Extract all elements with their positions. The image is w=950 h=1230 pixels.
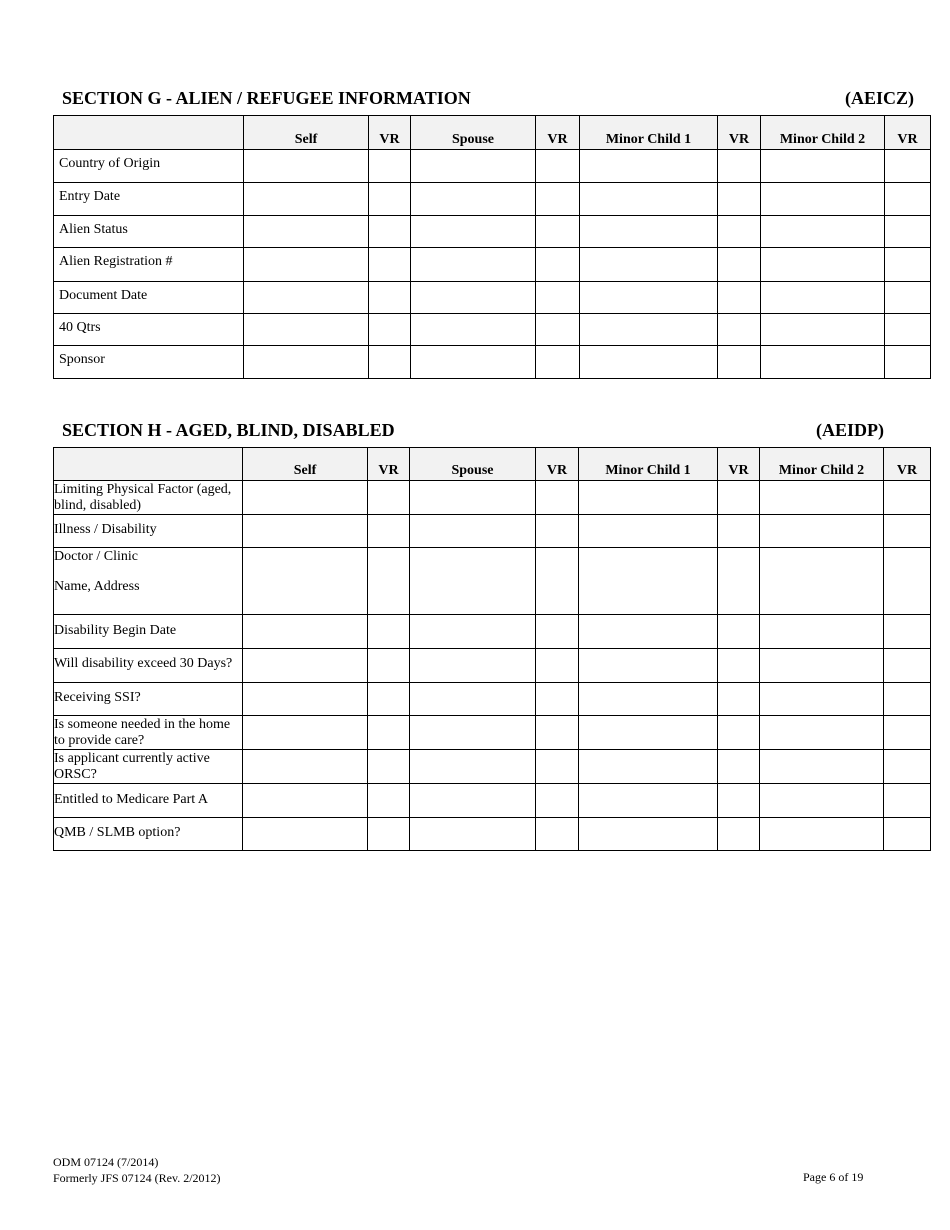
minor-child-1-field[interactable] bbox=[579, 515, 718, 548]
minor-child-2-field[interactable] bbox=[760, 818, 884, 851]
self-field[interactable] bbox=[243, 548, 368, 615]
vr-field[interactable] bbox=[368, 716, 410, 750]
vr-field[interactable] bbox=[884, 615, 931, 649]
minor-child-2-field[interactable] bbox=[761, 248, 885, 282]
row-label-40-qtrs: 40 Qtrs bbox=[54, 314, 244, 346]
vr-field[interactable] bbox=[885, 150, 931, 183]
vr-field[interactable] bbox=[884, 784, 931, 818]
vr-field[interactable] bbox=[368, 615, 410, 649]
section-h-table bbox=[53, 447, 931, 851]
header-minor-child-1: Minor Child 1 bbox=[580, 116, 718, 150]
vr-field[interactable] bbox=[536, 750, 579, 784]
vr-field[interactable] bbox=[885, 346, 931, 379]
section-g-title: SECTION G - ALIEN / REFUGEE INFORMATION bbox=[62, 88, 471, 108]
header-minor-child-1: Minor Child 1 bbox=[579, 448, 718, 481]
vr-field[interactable] bbox=[885, 183, 931, 216]
section-g-header-row bbox=[54, 116, 931, 150]
vr-field[interactable] bbox=[718, 818, 760, 851]
vr-field[interactable] bbox=[369, 150, 411, 183]
vr-field[interactable] bbox=[885, 282, 931, 314]
row-label-receiving-ssi: Receiving SSI? bbox=[54, 683, 243, 716]
self-field[interactable] bbox=[244, 248, 369, 282]
vr-field[interactable] bbox=[718, 615, 760, 649]
doctor-clinic-label: Doctor / Clinic bbox=[54, 549, 138, 564]
table-row bbox=[54, 183, 931, 216]
minor-child-1-field[interactable] bbox=[579, 784, 718, 818]
table-row bbox=[54, 615, 931, 649]
table-row bbox=[54, 346, 931, 379]
header-vr: VR bbox=[884, 448, 931, 481]
vr-field[interactable] bbox=[884, 716, 931, 750]
header-vr: VR bbox=[369, 116, 411, 150]
minor-child-1-field[interactable] bbox=[580, 346, 718, 379]
row-label-someone-needed-home-care: Is someone needed in the home to provide care? bbox=[54, 716, 243, 750]
section-g-table bbox=[53, 115, 931, 379]
vr-field[interactable] bbox=[718, 183, 761, 216]
minor-child-1-field[interactable] bbox=[579, 548, 718, 615]
minor-child-1-field[interactable] bbox=[579, 615, 718, 649]
vr-field[interactable] bbox=[369, 282, 411, 314]
minor-child-1-field[interactable] bbox=[580, 248, 718, 282]
self-field[interactable] bbox=[243, 515, 368, 548]
minor-child-1-field[interactable] bbox=[580, 216, 718, 248]
vr-field[interactable] bbox=[536, 282, 580, 314]
vr-field[interactable] bbox=[718, 649, 760, 683]
minor-child-1-field[interactable] bbox=[580, 314, 718, 346]
vr-field[interactable] bbox=[885, 216, 931, 248]
spouse-field[interactable] bbox=[410, 649, 536, 683]
table-row bbox=[54, 248, 931, 282]
self-field[interactable] bbox=[243, 750, 368, 784]
self-field[interactable] bbox=[243, 615, 368, 649]
vr-field[interactable] bbox=[536, 615, 579, 649]
table-row bbox=[54, 548, 931, 615]
vr-field[interactable] bbox=[884, 515, 931, 548]
minor-child-1-field[interactable] bbox=[580, 183, 718, 216]
vr-field[interactable] bbox=[884, 481, 931, 515]
self-field[interactable] bbox=[243, 683, 368, 716]
header-blank bbox=[54, 448, 243, 481]
vr-field[interactable] bbox=[718, 784, 760, 818]
minor-child-2-field[interactable] bbox=[760, 683, 884, 716]
vr-field[interactable] bbox=[536, 784, 579, 818]
minor-child-1-field[interactable] bbox=[579, 649, 718, 683]
minor-child-2-field[interactable] bbox=[760, 515, 884, 548]
header-minor-child-2: Minor Child 2 bbox=[760, 448, 884, 481]
self-field[interactable] bbox=[243, 716, 368, 750]
table-row bbox=[54, 750, 931, 784]
vr-field[interactable] bbox=[368, 784, 410, 818]
vr-field[interactable] bbox=[536, 649, 579, 683]
minor-child-2-field[interactable] bbox=[760, 548, 884, 615]
footer-form-info bbox=[53, 1154, 221, 1186]
table-row bbox=[54, 818, 931, 851]
vr-field[interactable] bbox=[369, 346, 411, 379]
spouse-field[interactable] bbox=[410, 750, 536, 784]
minor-child-1-field[interactable] bbox=[579, 750, 718, 784]
spouse-field[interactable] bbox=[411, 282, 536, 314]
vr-field[interactable] bbox=[884, 750, 931, 784]
row-label-qmb-slmb-option: QMB / SLMB option? bbox=[54, 818, 243, 851]
header-blank bbox=[54, 116, 244, 150]
vr-field[interactable] bbox=[368, 649, 410, 683]
row-label-active-orsc: Is applicant currently active ORSC? bbox=[54, 750, 243, 784]
vr-field[interactable] bbox=[536, 314, 580, 346]
row-label-alien-registration: Alien Registration # bbox=[54, 248, 244, 282]
spouse-field[interactable] bbox=[410, 818, 536, 851]
vr-field[interactable] bbox=[884, 683, 931, 716]
vr-field[interactable] bbox=[718, 150, 761, 183]
minor-child-2-field[interactable] bbox=[760, 784, 884, 818]
vr-field[interactable] bbox=[369, 248, 411, 282]
row-label-doctor-clinic bbox=[54, 548, 243, 615]
spouse-field[interactable] bbox=[411, 150, 536, 183]
self-field[interactable] bbox=[243, 481, 368, 515]
header-vr: VR bbox=[536, 116, 580, 150]
minor-child-2-field[interactable] bbox=[761, 314, 885, 346]
header-vr: VR bbox=[718, 448, 760, 481]
vr-field[interactable] bbox=[368, 515, 410, 548]
minor-child-2-field[interactable] bbox=[761, 346, 885, 379]
spouse-field[interactable] bbox=[410, 784, 536, 818]
vr-field[interactable] bbox=[885, 314, 931, 346]
spouse-field[interactable] bbox=[411, 314, 536, 346]
self-field[interactable] bbox=[243, 818, 368, 851]
vr-field[interactable] bbox=[536, 216, 580, 248]
vr-field[interactable] bbox=[718, 716, 760, 750]
page-number: Page 6 of 19 bbox=[803, 1170, 864, 1184]
vr-field[interactable] bbox=[718, 481, 760, 515]
table-row bbox=[54, 515, 931, 548]
name-address-label: Name, Address bbox=[54, 579, 140, 594]
spouse-field[interactable] bbox=[410, 615, 536, 649]
vr-field[interactable] bbox=[718, 346, 761, 379]
vr-field[interactable] bbox=[368, 750, 410, 784]
vr-field[interactable] bbox=[718, 216, 761, 248]
minor-child-2-field[interactable] bbox=[760, 716, 884, 750]
vr-field[interactable] bbox=[536, 515, 579, 548]
vr-field[interactable] bbox=[884, 548, 931, 615]
minor-child-2-field[interactable] bbox=[761, 282, 885, 314]
vr-field[interactable] bbox=[368, 481, 410, 515]
spouse-field[interactable] bbox=[410, 716, 536, 750]
header-vr: VR bbox=[368, 448, 410, 481]
vr-field[interactable] bbox=[884, 649, 931, 683]
table-row bbox=[54, 683, 931, 716]
vr-field[interactable] bbox=[368, 683, 410, 716]
formerly-form-number: Formerly JFS 07124 (Rev. 2/2012) bbox=[53, 1171, 221, 1185]
vr-field[interactable] bbox=[884, 818, 931, 851]
header-spouse: Spouse bbox=[411, 116, 536, 150]
minor-child-1-field[interactable] bbox=[579, 818, 718, 851]
vr-field[interactable] bbox=[718, 515, 760, 548]
spouse-field[interactable] bbox=[410, 481, 536, 515]
spouse-field[interactable] bbox=[410, 515, 536, 548]
self-field[interactable] bbox=[244, 150, 369, 183]
self-field[interactable] bbox=[244, 282, 369, 314]
self-field[interactable] bbox=[244, 183, 369, 216]
vr-field[interactable] bbox=[536, 818, 579, 851]
table-row bbox=[54, 716, 931, 750]
table-row bbox=[54, 282, 931, 314]
section-h-title: SECTION H - AGED, BLIND, DISABLED bbox=[62, 420, 395, 440]
row-label-country-of-origin: Country of Origin bbox=[54, 150, 244, 183]
minor-child-2-field[interactable] bbox=[760, 649, 884, 683]
minor-child-2-field[interactable] bbox=[760, 615, 884, 649]
header-vr: VR bbox=[885, 116, 931, 150]
spouse-field[interactable] bbox=[411, 183, 536, 216]
vr-field[interactable] bbox=[718, 683, 760, 716]
minor-child-1-field[interactable] bbox=[579, 481, 718, 515]
header-spouse: Spouse bbox=[410, 448, 536, 481]
header-self: Self bbox=[244, 116, 369, 150]
table-row bbox=[54, 216, 931, 248]
vr-field[interactable] bbox=[718, 548, 760, 615]
minor-child-2-field[interactable] bbox=[761, 216, 885, 248]
minor-child-1-field[interactable] bbox=[579, 716, 718, 750]
vr-field[interactable] bbox=[368, 818, 410, 851]
row-label-medicare-part-a: Entitled to Medicare Part A bbox=[54, 784, 243, 818]
header-vr: VR bbox=[536, 448, 579, 481]
form-number: ODM 07124 (7/2014) bbox=[53, 1155, 159, 1169]
row-label-entry-date: Entry Date bbox=[54, 183, 244, 216]
row-label-alien-status: Alien Status bbox=[54, 216, 244, 248]
vr-field[interactable] bbox=[369, 216, 411, 248]
section-g-code: (AEICZ) bbox=[845, 88, 915, 108]
spouse-field[interactable] bbox=[411, 346, 536, 379]
spouse-field[interactable] bbox=[411, 248, 536, 282]
vr-field[interactable] bbox=[718, 750, 760, 784]
vr-field[interactable] bbox=[718, 248, 761, 282]
vr-field[interactable] bbox=[536, 548, 579, 615]
table-row bbox=[54, 150, 931, 183]
section-h-header-row bbox=[54, 448, 931, 481]
vr-field[interactable] bbox=[536, 716, 579, 750]
spouse-field[interactable] bbox=[411, 216, 536, 248]
minor-child-1-field[interactable] bbox=[579, 683, 718, 716]
table-row bbox=[54, 314, 931, 346]
row-label-sponsor: Sponsor bbox=[54, 346, 244, 379]
header-minor-child-2: Minor Child 2 bbox=[761, 116, 885, 150]
vr-field[interactable] bbox=[368, 548, 410, 615]
table-row bbox=[54, 649, 931, 683]
row-label-disability-begin-date: Disability Begin Date bbox=[54, 615, 243, 649]
self-field[interactable] bbox=[244, 216, 369, 248]
minor-child-2-field[interactable] bbox=[761, 183, 885, 216]
minor-child-1-field[interactable] bbox=[580, 150, 718, 183]
vr-field[interactable] bbox=[536, 683, 579, 716]
vr-field[interactable] bbox=[536, 183, 580, 216]
self-field[interactable] bbox=[243, 784, 368, 818]
header-self: Self bbox=[243, 448, 368, 481]
row-label-document-date: Document Date bbox=[54, 282, 244, 314]
vr-field[interactable] bbox=[536, 346, 580, 379]
vr-field[interactable] bbox=[536, 248, 580, 282]
spouse-field[interactable] bbox=[410, 683, 536, 716]
vr-field[interactable] bbox=[718, 314, 761, 346]
table-row bbox=[54, 481, 931, 515]
vr-field[interactable] bbox=[536, 481, 579, 515]
header-vr: VR bbox=[718, 116, 761, 150]
table-row bbox=[54, 784, 931, 818]
minor-child-2-field[interactable] bbox=[760, 481, 884, 515]
minor-child-1-field[interactable] bbox=[580, 282, 718, 314]
row-label-disability-exceed-30-days: Will disability exceed 30 Days? bbox=[54, 649, 243, 683]
section-h-code: (AEIDP) bbox=[816, 420, 884, 440]
minor-child-2-field[interactable] bbox=[760, 750, 884, 784]
self-field[interactable] bbox=[244, 314, 369, 346]
vr-field[interactable] bbox=[369, 183, 411, 216]
spouse-field[interactable] bbox=[410, 548, 536, 615]
row-label-illness-disability: Illness / Disability bbox=[54, 515, 243, 548]
row-label-limiting-physical-factor: Limiting Physical Factor (aged, blind, disabled) bbox=[54, 481, 243, 515]
vr-field[interactable] bbox=[536, 150, 580, 183]
minor-child-2-field[interactable] bbox=[761, 150, 885, 183]
self-field[interactable] bbox=[244, 346, 369, 379]
vr-field[interactable] bbox=[718, 282, 761, 314]
self-field[interactable] bbox=[243, 649, 368, 683]
vr-field[interactable] bbox=[885, 248, 931, 282]
vr-field[interactable] bbox=[369, 314, 411, 346]
